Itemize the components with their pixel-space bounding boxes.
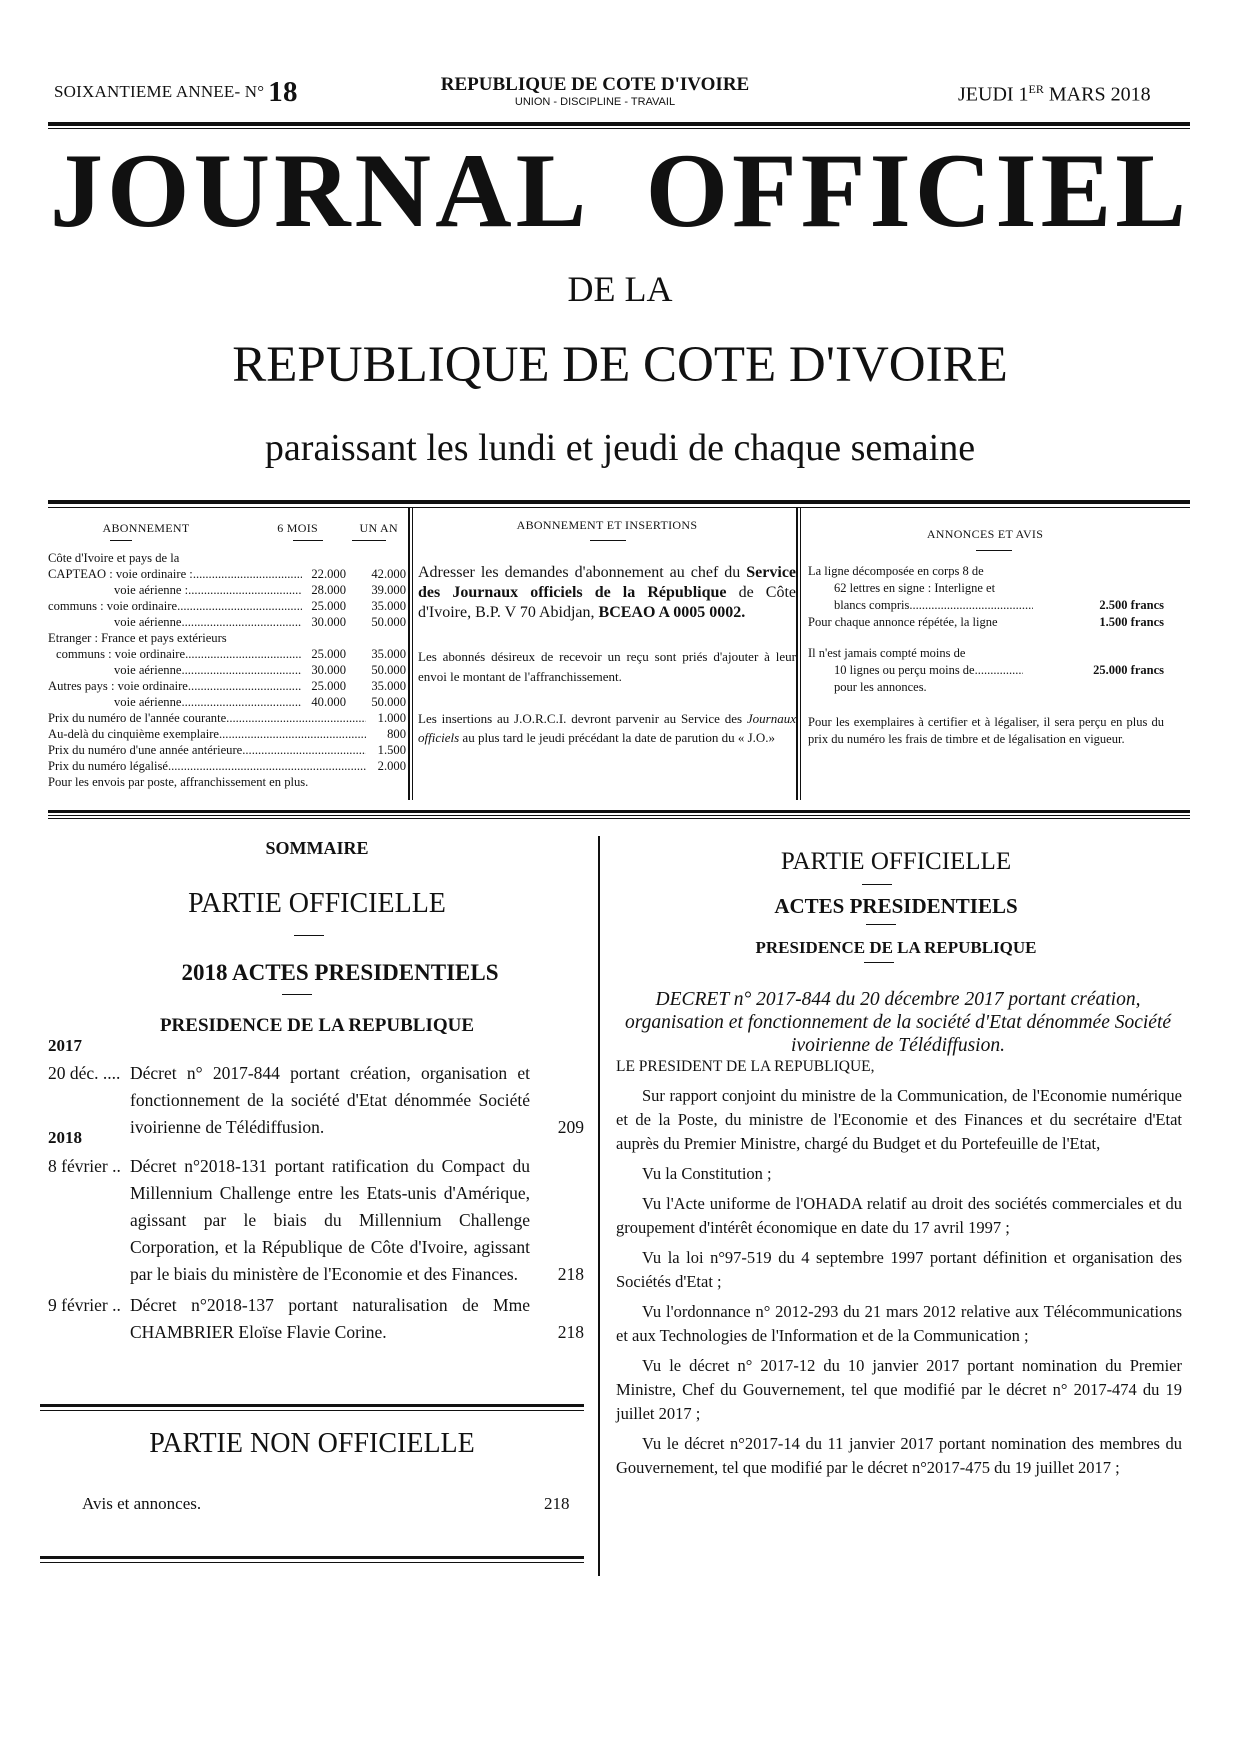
year-2017: 2017 [48,1036,82,1055]
prix-row [48,758,406,774]
dot-leader [909,597,1033,614]
prix-row [48,710,406,726]
header-rule [48,122,1190,126]
right-actes: ACTES PRESIDENTIELS [774,894,1018,918]
dot-leader [177,598,302,614]
lower-rule [48,818,1190,819]
prix-row [48,742,406,758]
dot-leader [168,758,366,774]
dot-leader [242,742,366,758]
masthead-de-la: DE LA [567,269,673,309]
insertions-p2: Les abonnés désireux de recevoir un reçu sont priés d'ajouter à leur envoi le montant de l'affranchissement. [418,649,796,684]
box-divider-1b [412,508,413,800]
sommaire-presidence: PRESIDENCE DE LA REPUBLIQUE [159,1015,475,1036]
annonces-l3-row [806,597,1164,614]
box-divider-2b [800,508,801,800]
abonnement-row [48,582,406,598]
decret-paragraph: Vu la Constitution ; [642,1164,772,1183]
dot-leader [975,662,1023,679]
sommaire-item-text: Décret n°2018-137 portant naturalisation de Mme CHAMBRIER Eloïse Flavie Corine. [130,1295,530,1342]
annonces-l2: 62 lettres en signe : Interligne et [834,581,996,595]
insertions-p1-a: Adresser les demandes d'abonnement au chef du [418,564,741,581]
decret-paragraph: Sur rapport conjoint du ministre de la Communication, de l'Economie numérique et de la Poste, du ministre de l'Economie et des Finances et du secrétaire d'Etat auprès du Premier Ministre, chargé du Budget et du Portefeuille de l'Etat, [616,1086,1182,1153]
abonnement-table [48,518,406,790]
dot-leader [181,614,302,630]
abonnement-row-label: Autres pays : voie ordinaire [48,679,188,693]
date-month-year: MARS 2018 [1043,83,1151,106]
abonnement-6mois-value: 25.000 [311,647,346,661]
dot-leader [181,694,302,710]
prix-row-label: Prix du numéro de l'année courante [48,711,227,725]
decret-paragraph: Vu le décret n°2017-14 du 11 janvier 2017 portant nomination des membres du Gouvernement, tel que modifié par le décret n°2017-475 du 19 juillet 2017 ; [616,1434,1182,1477]
masthead-word-journal: JOURNAL [50,132,591,249]
dot-leader [226,710,366,726]
annonces-l7: pour les annonces. [834,680,927,694]
annonces-l3-price: 2.500 francs [1099,598,1164,612]
dot-leader [185,646,302,662]
abonnement-6mois-value: 25.000 [311,679,346,693]
abonnement-unan-value: 50.000 [371,695,406,709]
year-label: SOIXANTIEME ANNEE- N° [54,82,265,101]
decret-body [616,1084,1182,1486]
abonnement-row-label: Etranger : France et pays extérieurs [48,631,227,645]
abonnement-unan-value: 35.000 [371,647,406,661]
partie-non-officielle: PARTIE NON OFFICIELLE [149,1428,475,1459]
prix-row-value: 2.000 [377,759,406,773]
abonnement-row [48,694,406,710]
sommaire-item-date: 8 février .. [48,1156,121,1176]
abonnement-row-label: voie aérienne : [114,583,189,597]
annonces-l3: blancs compris [834,598,910,612]
decret-title: DECRET n° 2017-844 du 20 décembre 2017 portant création, organisation et fonctionnement de la société d'Etat dénommée Société ivoirienne de Télédiffusion. [624,989,1172,1056]
abonnement-row [48,678,406,694]
header-country [430,74,760,108]
abonnement-row-label: communs : voie ordinaire [56,647,186,661]
masthead-title [50,132,1190,249]
abonnement-row-label: voie aérienne [114,663,182,677]
abonnement-unan-value: 50.000 [371,663,406,677]
abonnement-row [48,630,406,646]
dot-leader [219,726,366,742]
box-bottom-rule-thin [48,815,1190,816]
dot-leader [188,582,302,598]
bottom-rule [40,1556,584,1559]
abonnement-6mois-value: 30.000 [311,615,346,629]
sommaire-item-page: 209 [557,1117,584,1137]
masthead-word-officiel: OFFICIEL [645,132,1190,249]
insertions-p3-italic: Journaux officiels [418,711,797,745]
masthead-republique: REPUBLIQUE DE COTE D'IVOIRE [232,337,1008,393]
issue-number-value: 18 [268,76,298,108]
insertions-p3-a: Les insertions au J.O.R.C.I. devront parvenir au Service des [418,711,743,726]
abonnement-6mois-value: 30.000 [311,663,346,677]
insertions-p3 [418,709,796,747]
abonnement-row-label: communs : voie ordinaire [48,599,178,613]
insertions-p3-b: au plus tard le jeudi précédant la date de parution du « J.O.» [462,730,776,745]
abonnement-6mois-value: 40.000 [311,695,346,709]
decret-paragraph: Vu le décret n° 2017-12 du 10 janvier 2017 portant nomination du Premier Ministre, Chef du Gouvernement, tel que modifié par le décret n° 2017-474 du 19 juillet 2017 ; [616,1356,1182,1423]
header-rule-thin [48,128,1190,129]
dot-leader [188,678,302,694]
sommaire-rule-thin [40,1410,584,1411]
insertions-p1 [418,563,796,623]
annonces-l1: La ligne décomposée en corps 8 de [808,564,984,578]
prix-row [48,726,406,742]
dot-leader [181,662,302,678]
annonces-l6-price: 25.000 francs [1093,663,1164,677]
sommaire-item-date: 20 déc. .... [48,1063,121,1083]
sommaire-title: SOMMAIRE [265,838,369,858]
annonces-l5: Il n'est jamais compté moins de [808,646,966,660]
abonnement-6mois-value: 25.000 [311,599,346,613]
insertions-box [418,518,796,747]
annonces-l6-row [806,662,1164,679]
abonnement-row [48,614,406,630]
le-president: LE PRESIDENT DE LA REPUBLIQUE, [616,1058,875,1075]
annonces-l8: Pour les exemplaires à certifier et à légaliser, il sera perçu en plus du prix du numéro les frais de timbre et de légalisation en vigueur. [808,715,1164,746]
box-divider-1 [408,508,410,800]
prix-row-value: 1.500 [377,743,406,757]
box-bottom-rule [48,810,1190,813]
prix-row-label: Prix du numéro légalisé [48,759,168,773]
bottom-rule-thin [40,1562,584,1563]
abonnement-rows [48,550,406,710]
decret-paragraph: Vu l'Acte uniforme de l'OHADA relatif au droit des sociétés commerciales et du groupement d'intérêt économique en date du 17 avril 1997 ; [616,1194,1182,1237]
country-name: REPUBLIQUE DE COTE D'IVOIRE [440,74,750,95]
sommaire-item-page: 218 [557,1322,584,1342]
annonces-title: ANNONCES ET AVIS [926,527,1044,541]
annonces-l4: Pour chaque annonce répétée, la ligne [808,615,998,629]
abonnement-unan-value: 39.000 [371,583,406,597]
annonces-l6: 10 lignes ou perçu moins de [834,663,975,677]
annonces-l4-row [806,614,1164,631]
sommaire-partie-officielle: PARTIE OFFICIELLE [188,888,446,919]
abonnement-row [48,646,406,662]
sommaire-list [48,1060,584,1346]
prix-row-label: Prix du numéro d'une année antérieure [48,743,243,757]
abonnement-row [48,550,406,566]
right-presidence: PRESIDENCE DE LA REPUBLIQUE [755,938,1037,957]
decret-paragraph: Vu l'ordonnance n° 2012-293 du 21 mars 2012 relative aux Télécommunications et aux Technologies de l'Information et de la Communication ; [616,1302,1182,1345]
issue-date [958,82,1151,107]
insertions-title: ABONNEMENT ET INSERTIONS [516,518,698,532]
abonnement-row-label: Côte d'Ivoire et pays de la [48,551,180,565]
abonnement-row [48,566,406,582]
sommaire-rule [40,1404,584,1407]
decret-paragraph: Vu la loi n°97-519 du 4 septembre 1997 portant définition et organisation des Sociétés d'Etat ; [616,1248,1182,1291]
annonces-l4-price: 1.500 francs [1099,615,1164,629]
issue-number [54,76,298,109]
col-unan: UN AN [359,521,398,535]
prix-row-value: 1.000 [377,711,406,725]
box-top-rule-thin [48,507,1190,508]
column-divider [598,836,600,1576]
prix-rows [48,710,406,774]
sommaire-item[interactable] [48,1153,584,1288]
right-partie-officielle: PARTIE OFFICIELLE [780,848,1012,875]
avis-page: 218 [544,1494,570,1513]
sommaire-item-text: Décret n°2018-131 portant ratification du Compact du Millennium Challenge entre les Etats-unis d'Amérique, agissant par le biais du Millennium Challenge Corporation, et la République de Côte d'Ivoire, agissant par le biais du ministère de l'Economie et des Finances. [130,1156,530,1284]
abonnement-unan-value: 35.000 [371,599,406,613]
abonnement-row-label: voie aérienne [114,695,182,709]
sommaire-item-date: 9 février .. [48,1295,121,1315]
abonnement-row [48,662,406,678]
sommaire-item-page: 218 [557,1264,584,1284]
date-sup: ER [1028,82,1044,96]
prix-row-value: 800 [387,727,406,741]
abonnement-row-label: voie aérienne [114,615,182,629]
box-top-rule [48,500,1190,504]
abonnement-row-label: CAPTEAO : voie ordinaire : [48,567,193,581]
abonnement-6mois-value: 22.000 [311,567,346,581]
abonnement-unan-value: 35.000 [371,679,406,693]
box-divider-2 [796,508,798,800]
prix-row-label: Au-delà du cinquième exemplaire [48,727,219,741]
insertions-p1-bold: Service des Journaux officiels de la République [418,564,797,601]
col-6mois: 6 MOIS [277,521,318,535]
sommaire-item[interactable] [48,1060,584,1141]
sommaire-item-text: Décret n° 2017-844 portant création, organisation et fonctionnement de la société d'Etat dénommée Société ivoirienne de Télédiffusion. [130,1063,530,1137]
abonnement-unan-value: 50.000 [371,615,406,629]
date-day: JEUDI 1 [958,83,1029,106]
abonnement-unan-value: 42.000 [371,567,406,581]
sommaire-item[interactable] [48,1292,584,1346]
annonces-box [806,518,1164,748]
abonnement-row [48,598,406,614]
abonnement-title: ABONNEMENT [102,521,190,535]
sommaire-actes: 2018 ACTES PRESIDENTIELS [181,960,499,985]
motto: UNION - DISCIPLINE - TRAVAIL [514,96,676,108]
abonnement-6mois-value: 28.000 [311,583,346,597]
insertions-p1-bold2: BCEAO A 0005 0002. [598,604,746,621]
insertions-p1-b: de Côte d'Ivoire, B.P. V 70 Abidjan, [418,584,797,621]
parution-line: paraissant les lundi et jeudi de chaque semaine [264,427,976,469]
year-2018: 2018 [48,1128,82,1147]
avis-label: Avis et annonces. [82,1494,202,1513]
dot-leader [193,566,302,582]
abonnement-footer: Pour les envois par poste, affranchissement en plus. [48,775,309,789]
